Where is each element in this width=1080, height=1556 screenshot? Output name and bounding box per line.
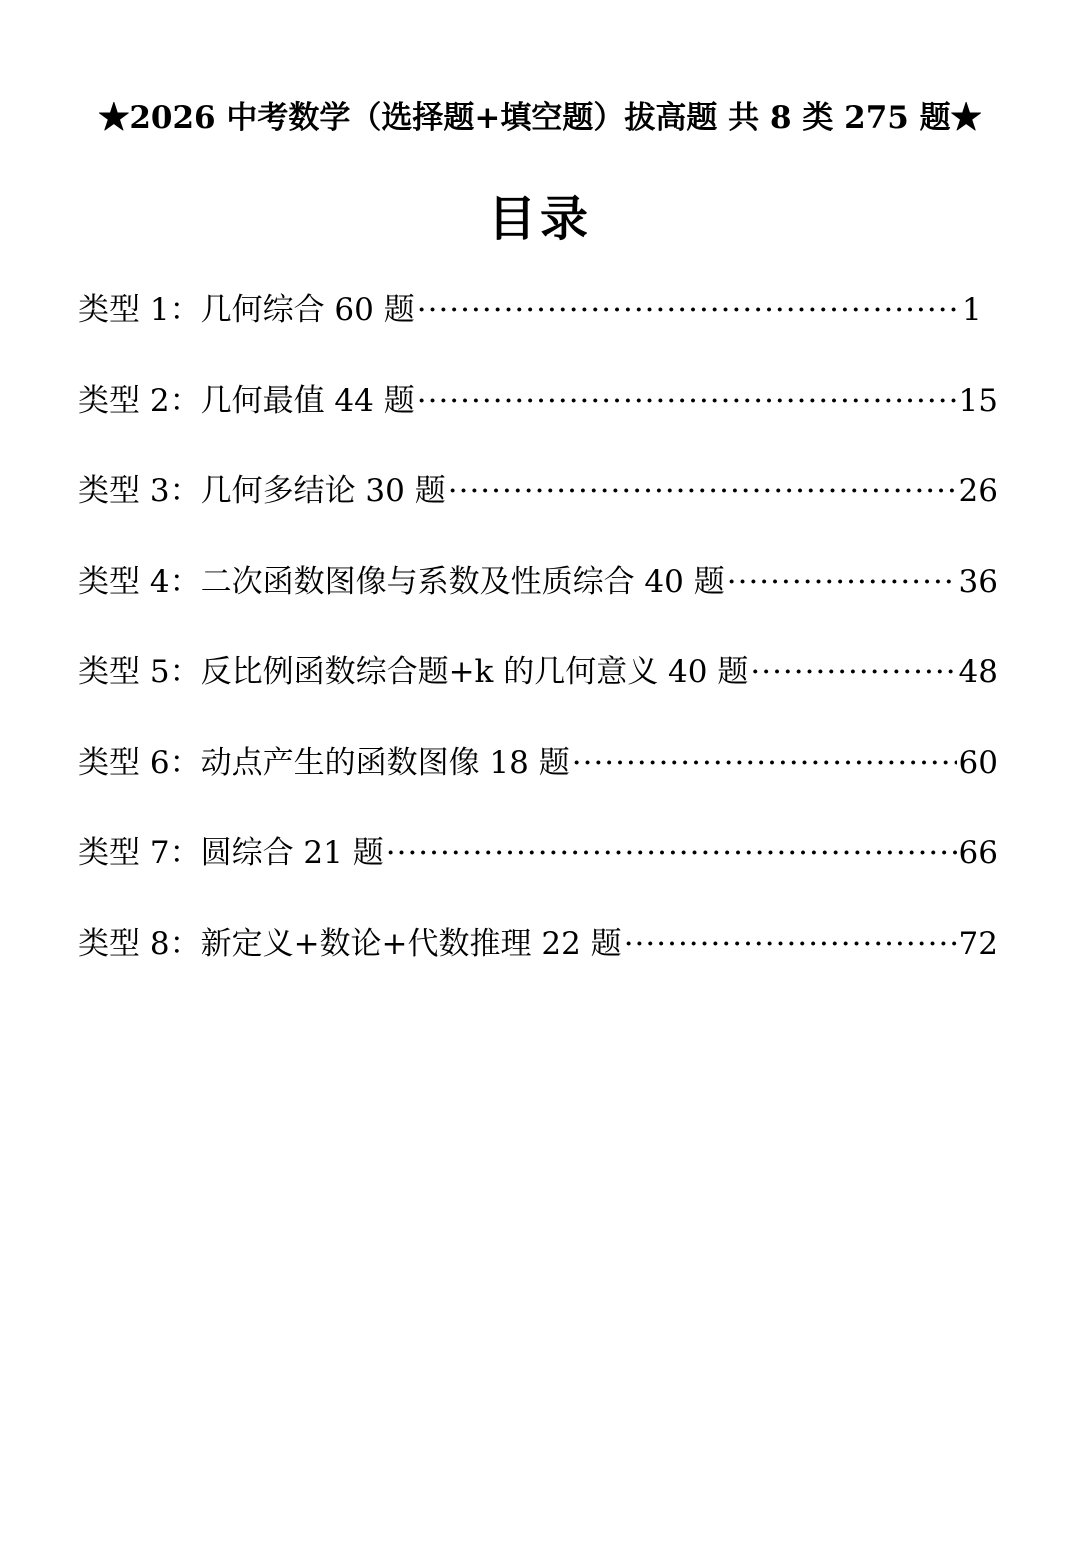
toc-entry-page: 60 <box>958 744 998 781</box>
toc-entry-4[interactable] <box>78 560 998 651</box>
toc-entry-7[interactable] <box>78 831 998 922</box>
toc-heading: 目录 <box>487 191 592 247</box>
toc-entry-type: 类型 5： <box>78 654 201 690</box>
toc-entry-label: 几何多结论 30 题 <box>200 473 446 509</box>
toc-entry-type: 类型 4： <box>78 563 201 600</box>
document-title: ★2026 中考数学（选择题+填空题）拔高题 共 8 类 275 题★ <box>98 100 982 136</box>
toc-entry-8[interactable] <box>78 922 998 1013</box>
dot-leader <box>386 831 957 875</box>
dot-leader <box>624 922 957 966</box>
toc-entry-label: 几何综合 60 题 <box>200 292 415 328</box>
dot-leader <box>448 469 957 513</box>
toc-entry-page: 48 <box>958 654 998 690</box>
toc-entry-type: 类型 2： <box>78 382 201 419</box>
toc-entry-label: 二次函数图像与系数及性质综合 40 题 <box>200 563 725 600</box>
dot-leader <box>572 741 957 785</box>
toc-entry-2[interactable] <box>78 379 998 470</box>
toc-entry-page: 36 <box>958 563 998 600</box>
toc-entry-label: 几何最值 44 题 <box>200 382 415 419</box>
toc-entry-type: 类型 1： <box>78 292 201 328</box>
toc-entry-label: 新定义+数论+代数推理 22 题 <box>200 925 622 962</box>
dot-leader <box>750 650 956 694</box>
dot-leader <box>727 560 957 604</box>
dot-leader <box>417 379 957 423</box>
table-of-contents <box>78 288 998 1012</box>
toc-entry-type: 类型 8： <box>78 925 201 962</box>
dot-leader <box>417 288 960 332</box>
toc-entry-label: 动点产生的函数图像 18 题 <box>200 744 570 781</box>
toc-entry-type: 类型 6： <box>78 744 201 781</box>
toc-entry-3[interactable] <box>78 469 998 560</box>
toc-entry-label: 圆综合 21 题 <box>200 835 384 871</box>
toc-entry-1[interactable] <box>78 288 998 379</box>
toc-entry-label: 反比例函数综合题+k 的几何意义 40 题 <box>200 654 749 690</box>
toc-entry-page: 15 <box>958 382 998 419</box>
toc-entry-page: 1 <box>962 292 982 328</box>
toc-entry-page: 26 <box>958 473 998 509</box>
toc-entry-5[interactable] <box>78 650 998 741</box>
toc-entry-6[interactable] <box>78 741 998 832</box>
toc-entry-page: 66 <box>958 835 998 871</box>
toc-entry-page: 72 <box>958 925 998 962</box>
toc-entry-type: 类型 3： <box>78 473 201 509</box>
toc-entry-type: 类型 7： <box>78 835 201 871</box>
